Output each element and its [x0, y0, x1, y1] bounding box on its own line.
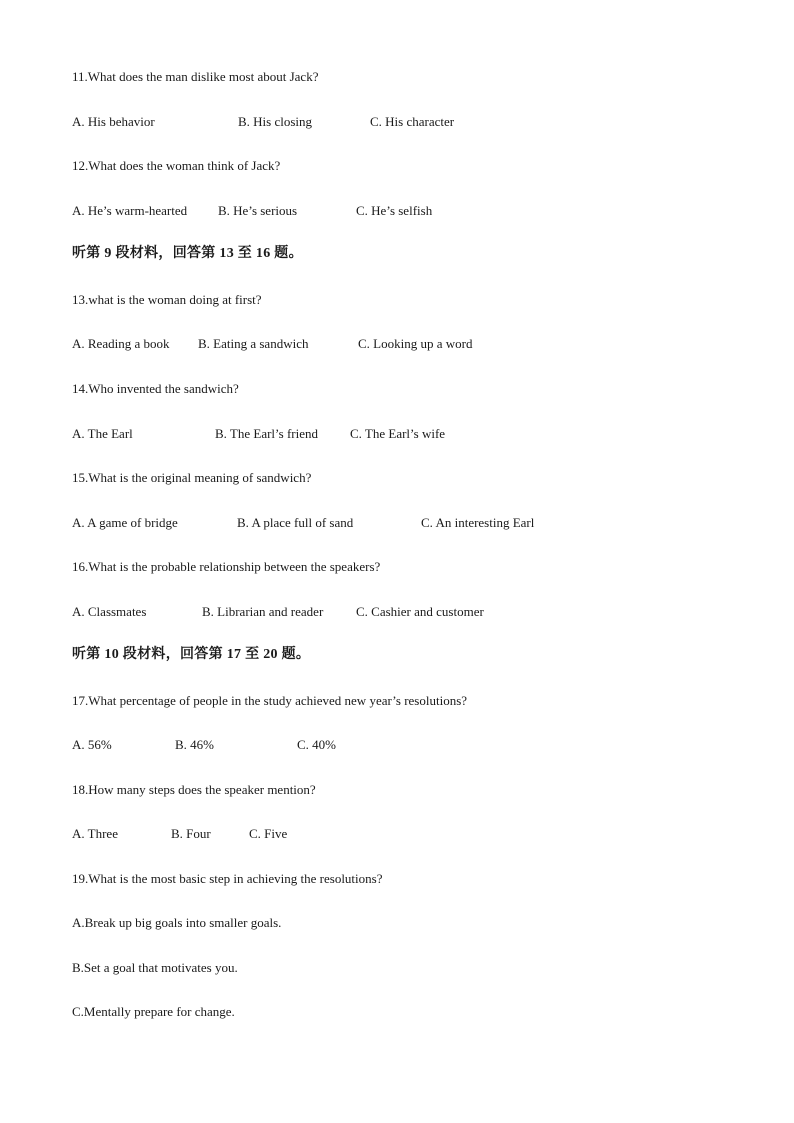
option-15-c: C. An interesting Earl — [421, 515, 535, 530]
question-13: 13.what is the woman doing at first? — [72, 292, 262, 307]
question-14: 14.Who invented the sandwich? — [72, 381, 239, 396]
question-17: 17.What percentage of people in the study achieved new year’s resolutions? — [72, 693, 468, 708]
option-12-c: C. He’s selfish — [356, 203, 433, 218]
option-14-c: C. The Earl’s wife — [350, 426, 446, 441]
option-12-a: A. He’s warm-hearted — [72, 203, 188, 218]
question-16: 16.What is the probable relationship between the speakers? — [72, 559, 381, 574]
option-17-c: C. 40% — [297, 737, 336, 752]
section-heading-10: 听第 10 段材料，回答第 17 至 20 题。 — [72, 647, 311, 662]
option-17-a: A. 56% — [72, 737, 112, 752]
option-11-c: C. His character — [370, 114, 455, 129]
option-16-b: B. Librarian and reader — [202, 604, 324, 619]
option-17-b: B. 46% — [175, 737, 214, 752]
answer-19-b: B.Set a goal that motivates you. — [72, 960, 238, 975]
answer-19-a: A.Break up big goals into smaller goals. — [72, 915, 282, 930]
option-15-a: A. A game of bridge — [72, 515, 178, 530]
question-12: 12.What does the woman think of Jack? — [72, 158, 281, 173]
question-11: 11.What does the man dislike most about Jack? — [72, 69, 319, 84]
option-11-b: B. His closing — [238, 114, 313, 129]
question-19: 19.What is the most basic step in achieving the resolutions? — [72, 871, 383, 886]
question-15: 15.What is the original meaning of sandwich? — [72, 470, 312, 485]
option-13-b: B. Eating a sandwich — [198, 336, 309, 351]
option-13-c: C. Looking up a word — [358, 336, 473, 351]
answer-19-c: C.Mentally prepare for change. — [72, 1004, 235, 1019]
option-18-b: B. Four — [171, 826, 211, 841]
option-16-a: A. Classmates — [72, 604, 147, 619]
question-18: 18.How many steps does the speaker mention? — [72, 782, 316, 797]
option-18-c: C. Five — [249, 826, 288, 841]
option-14-b: B. The Earl’s friend — [215, 426, 319, 441]
option-13-a: A. Reading a book — [72, 336, 170, 351]
option-15-b: B. A place full of sand — [237, 515, 354, 530]
option-18-a: A. Three — [72, 826, 118, 841]
option-16-c: C. Cashier and customer — [356, 604, 484, 619]
option-14-a: A. The Earl — [72, 426, 133, 441]
option-12-b: B. He’s serious — [218, 203, 298, 218]
option-11-a: A. His behavior — [72, 114, 155, 129]
section-heading-9: 听第 9 段材料，回答第 13 至 16 题。 — [72, 246, 303, 261]
